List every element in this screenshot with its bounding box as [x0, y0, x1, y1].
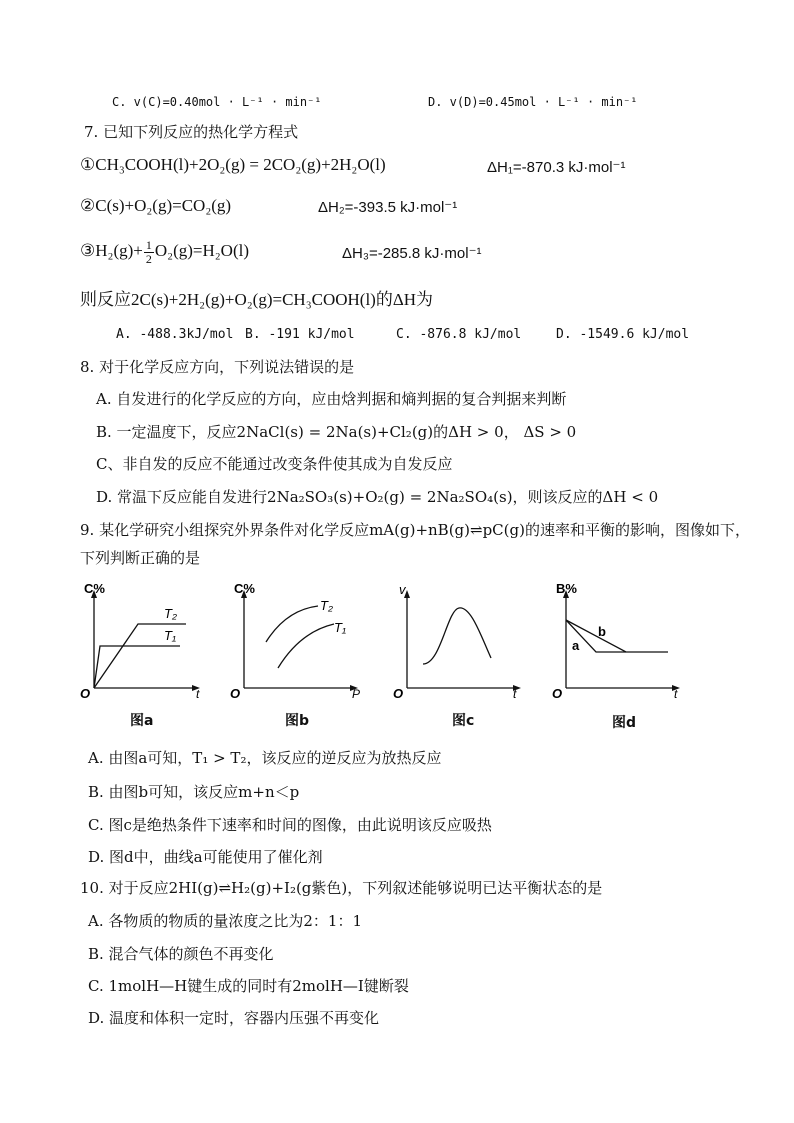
- q9-stem-line2: 下列判断正确的是: [80, 549, 201, 567]
- fig-a-caption: 图a: [130, 713, 154, 729]
- q10-option-a: A. 各物质的物质的量浓度之比为2：1：1: [88, 912, 363, 930]
- fig-c-origin: O: [393, 686, 404, 698]
- q7-eq3-fraction: [144, 239, 154, 266]
- fig-d-caption: 图d: [612, 715, 637, 731]
- fig-b-ylabel: C%: [234, 581, 255, 596]
- figure-a: [78, 580, 206, 698]
- q10-option-d: D. 温度和体积一定时，容器内压强不再变化: [88, 1009, 380, 1027]
- q10-option-c: C. 1molH—H键生成的同时有2molH—I键断裂: [88, 977, 409, 995]
- q8-stem: 8. 对于化学反应方向，下列说法错误的是: [80, 358, 355, 376]
- q8-option-d: D. 常温下反应能自发进行2Na₂SO₃(s)+O₂(g) = 2Na₂SO₄(s)，则该反应的ΔH < 0: [96, 488, 659, 506]
- q9-option-b: B. 由图b可知，该反应m+n＜p: [88, 783, 300, 801]
- q7-option-d: D. -1549.6 kJ/mol: [556, 327, 690, 342]
- q7-dh-2: ΔH₂=-393.5 kJ·mol⁻¹: [318, 199, 458, 216]
- q9-option-d: D. 图d中，曲线a可能使用了催化剂: [88, 848, 323, 866]
- q8-option-b: B. 一定温度下，反应2NaCl(s) = 2Na(s)+Cl₂(g)的ΔH > 0， ΔS > 0: [96, 423, 577, 441]
- q8-option-c: C、非自发的反应不能通过改变条件使其成为自发反应: [96, 455, 453, 473]
- fig-b-curve-t2: [266, 606, 318, 642]
- fig-c-caption: 图c: [452, 713, 475, 729]
- fig-c-ylabel: v: [399, 582, 406, 597]
- fig-a-label-t1: T₁: [164, 628, 177, 643]
- fig-b-label-t1: T₁: [334, 620, 347, 635]
- fig-d-label-b: b: [598, 624, 606, 639]
- figure-d: [552, 580, 690, 698]
- q10-stem: 10. 对于反应2HI(g)⇌H₂(g)+I₂(g紫色)，下列叙述能够说明已达平衡状态的是: [80, 879, 603, 897]
- fig-d-ylabel: B%: [556, 581, 577, 596]
- q7-equation-2: ②C(s)+O₂(g)=CO₂(g): [80, 196, 232, 215]
- q7-stem: 7. 已知下列反应的热化学方程式: [84, 123, 299, 141]
- q8-option-a: A. 自发进行的化学反应的方向，应由焓判据和熵判据的复合判据来判断: [96, 390, 567, 408]
- q7-option-c: C. -876.8 kJ/mol: [396, 327, 522, 342]
- fig-b-origin: O: [230, 686, 241, 698]
- fig-d-label-a: a: [572, 638, 580, 653]
- fig-b-caption: 图b: [285, 713, 310, 729]
- fig-b-xlabel: P: [352, 687, 361, 698]
- fig-d-origin: O: [552, 686, 563, 698]
- q7-eq3-frac-den: 2: [145, 251, 152, 266]
- q9-stem-line1: 9. 某化学研究小组探究外界条件对化学反应mA(g)+nB(g)⇌pC(g)的速率和平衡的影响，图像如下，: [80, 521, 750, 539]
- fig-d-xlabel: t: [674, 687, 678, 698]
- q7-equation-3: [80, 236, 249, 266]
- q10-option-b: B. 混合气体的颜色不再变化: [88, 945, 274, 963]
- q7-option-b: B. -191 kJ/mol: [245, 327, 355, 342]
- fig-c-curve: [423, 608, 491, 664]
- q9-option-a: A. 由图a可知，T₁ > T₂，该反应的逆反应为放热反应: [88, 749, 442, 767]
- fig-b-curve-t1: [278, 624, 334, 668]
- q7-option-a: A. -488.3kJ/mol: [116, 327, 234, 342]
- q6-option-d: D. v(D)=0.45mol · L⁻¹ · min⁻¹: [428, 95, 638, 109]
- fig-a-label-t2: T₂: [164, 606, 177, 621]
- fig-a-ylabel: C%: [84, 581, 105, 596]
- q7-dh-1: ΔH₁=-870.3 kJ·mol⁻¹: [487, 159, 626, 176]
- q7-eq3-post: O₂(g)=H₂O(l): [154, 241, 249, 260]
- fig-a-xlabel: t: [196, 687, 200, 698]
- q6-option-c: C. v(C)=0.40mol · L⁻¹ · min⁻¹: [112, 95, 322, 109]
- figure-c: [393, 580, 531, 698]
- q7-eq3-pre: ③H₂(g)+: [80, 241, 143, 260]
- q7-question: 则反应2C(s)+2H₂(g)+O₂(g)=CH₃COOH(l)的ΔH为: [80, 290, 434, 309]
- q7-dh-3: ΔH₃=-285.8 kJ·mol⁻¹: [342, 245, 482, 262]
- fig-a-curve-t1: [94, 646, 180, 688]
- fig-c-xlabel: t: [513, 687, 517, 698]
- fig-a-origin: O: [80, 686, 91, 698]
- figure-b: [230, 580, 368, 698]
- fig-b-label-t2: T₂: [320, 598, 333, 613]
- q9-option-c: C. 图c是绝热条件下速率和时间的图像，由此说明该反应吸热: [88, 816, 492, 834]
- q7-eq3-frac-num: 1: [145, 237, 152, 252]
- q7-equation-1: ①CH₃COOH(l)+2O₂(g) = 2CO₂(g)+2H₂O(l): [80, 155, 386, 174]
